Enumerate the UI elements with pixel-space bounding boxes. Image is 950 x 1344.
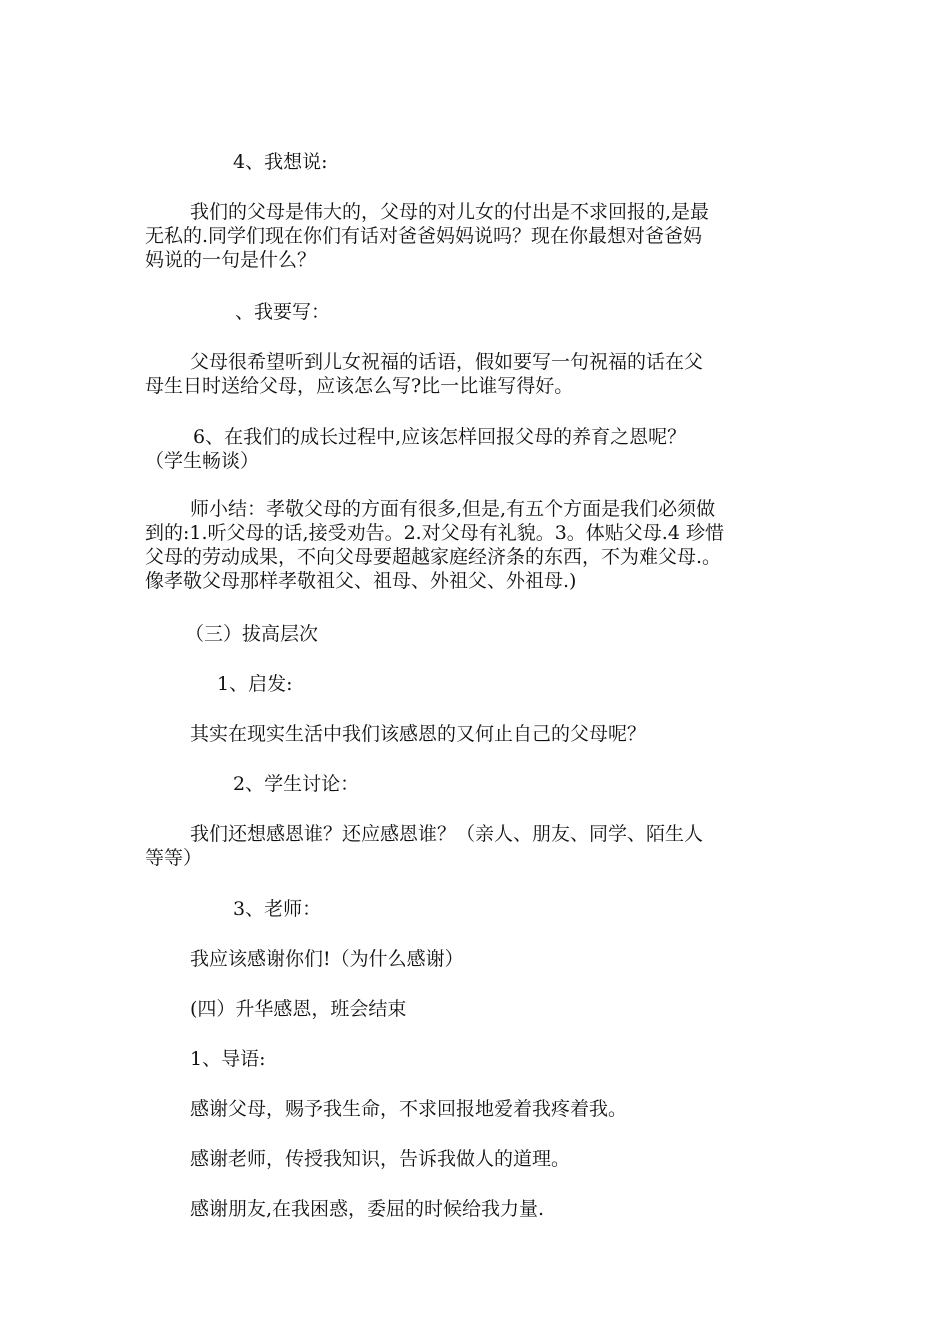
paragraph-parents-great: 我们的父母是伟大的，父母的对儿女的付出是不求回报的,是最 无私的.同学们现在你们有话对爸爸妈妈说吗？现在你最想对爸爸妈 妈说的一句是什么？: [145, 201, 710, 271]
paragraph-thank-others: 我们还想感恩谁？还应感恩谁？（亲人、朋友、同学、陌生人 等等）: [145, 823, 704, 869]
paragraph-blessing: 父母很希望听到儿女祝福的话语，假如要写一句祝福的话在父 母生日时送给父母，应该怎么写?比一比谁写得好。: [145, 351, 704, 397]
paragraph-thank-you: 我应该感谢你们!（为什么感谢）: [190, 948, 464, 970]
heading-teacher: 3、老师：: [233, 898, 322, 920]
paragraph-who-to-thank: 其实在现实生活中我们该感恩的又何止自己的父母呢？: [190, 723, 647, 745]
heading-dao-yu: 1、导语:: [190, 1048, 266, 1070]
paragraph-repay-question: 6、在我们的成长过程中,应该怎样回报父母的养育之恩呢？ （学生畅谈）: [145, 426, 687, 472]
heading-qi-fa: 1、启发:: [217, 673, 293, 695]
section-heading-3: （三）拔高层次: [185, 623, 319, 645]
heading-student-discussion: 2、学生讨论：: [233, 773, 360, 795]
heading-wo-xiang-shuo: 4、我想说:: [233, 151, 328, 173]
paragraph-thank-teachers: 感谢老师，传授我知识，告诉我做人的道理。: [190, 1148, 571, 1170]
heading-wo-yao-xie: 、我要写：: [235, 301, 331, 323]
section-heading-4: (四）升华感恩，班会结束: [190, 998, 407, 1020]
paragraph-thank-friends: 感谢朋友,在我困惑，委屈的时候给我力量.: [190, 1198, 545, 1220]
paragraph-teacher-summary: 师小结：孝敬父母的方面有很多,但是,有五个方面是我们必须做 到的:1.听父母的话,接受劝告。2.对父母有礼貌。3。体贴父母.4 珍惜 父母的劳动成果，不向父母要超越家庭经济条的东西，不为难父母.。 像孝敬父母那样孝敬祖父、祖母、外祖父、外祖母.): [145, 498, 724, 592]
paragraph-thank-parents: 感谢父母，赐予我生命，不求回报地爱着我疼着我。: [190, 1098, 628, 1120]
